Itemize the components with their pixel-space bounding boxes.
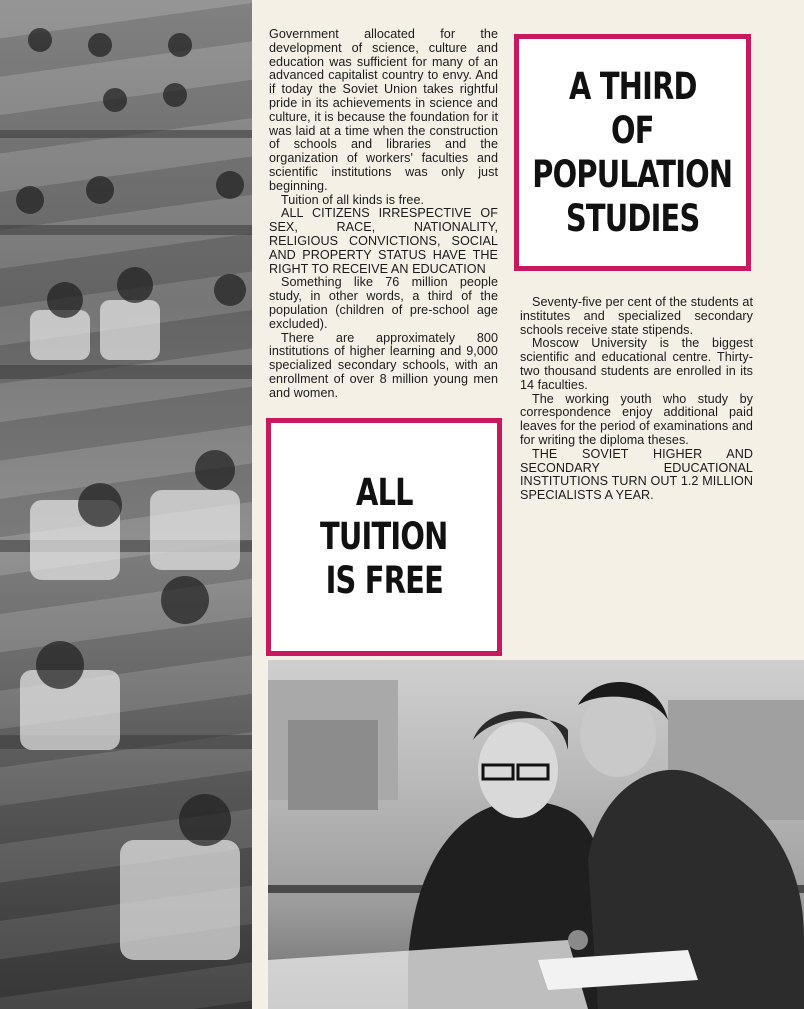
paragraph: There are approximately 800 institutions of higher learning and 9,000 specialized secondary schools, with an enrollment of over 8 million young men and women. xyxy=(269,330,498,400)
paragraph: Tuition of all kinds is free. xyxy=(281,192,425,207)
paragraph: Something like 76 million people study, in other words, a third of the population (children of pre-school age excluded). xyxy=(269,275,498,331)
headline-line: IS FREE xyxy=(325,559,443,602)
headline-line: POPULATION xyxy=(532,152,733,196)
body-text-column-right xyxy=(520,296,753,503)
headline-box-third-population xyxy=(514,34,751,271)
students-photo xyxy=(268,660,804,1009)
headline-line: STUDIES xyxy=(565,196,700,240)
body-text-column-left xyxy=(269,28,498,401)
headline-box-tuition-free xyxy=(266,418,502,656)
headline-line: TUITION xyxy=(320,515,448,558)
paragraph: The working youth who study by correspondence enjoy additional paid leaves for the period of examinations and for writing the diploma theses. xyxy=(520,391,753,447)
lecture-hall-photo xyxy=(0,0,252,1009)
paragraph: Government allocated for the development of science, culture and education was sufficient for many of an advanced capitalist country to envy. And if today the Soviet Union takes rightful pride in its achievements in science and culture, it is because the foundation for it was laid at a time when the construction of schools and libraries and the organization of workers' faculties and scientific institutions was only just beginning. xyxy=(269,27,498,193)
caps-paragraph: THE SOVIET HIGHER AND SECONDARY EDUCATIONAL INSTITUTIONS TURN OUT 1.2 MILLION SPECIALISTS A YEAR. xyxy=(520,446,753,503)
headline-line: ALL xyxy=(355,471,413,514)
caps-paragraph: ALL CITIZENS IRRESPECTIVE OF SEX, RACE, NATIONALITY, RELIGIOUS CONVICTIONS, SOCIAL AND PROPERTY STATUS HAVE THE RIGHT TO RECEIVE AN EDUCATION xyxy=(269,206,498,276)
paragraph: Moscow University is the biggest scientific and educational centre. Thirty-two thousand students are enrolled in its 14 faculties. xyxy=(520,336,753,392)
headline-line: A THIRD xyxy=(568,64,697,108)
paragraph: Seventy-five per cent of the students at institutes and specialized secondary schools receive state stipends. xyxy=(520,295,753,337)
headline-line: OF xyxy=(611,108,654,152)
